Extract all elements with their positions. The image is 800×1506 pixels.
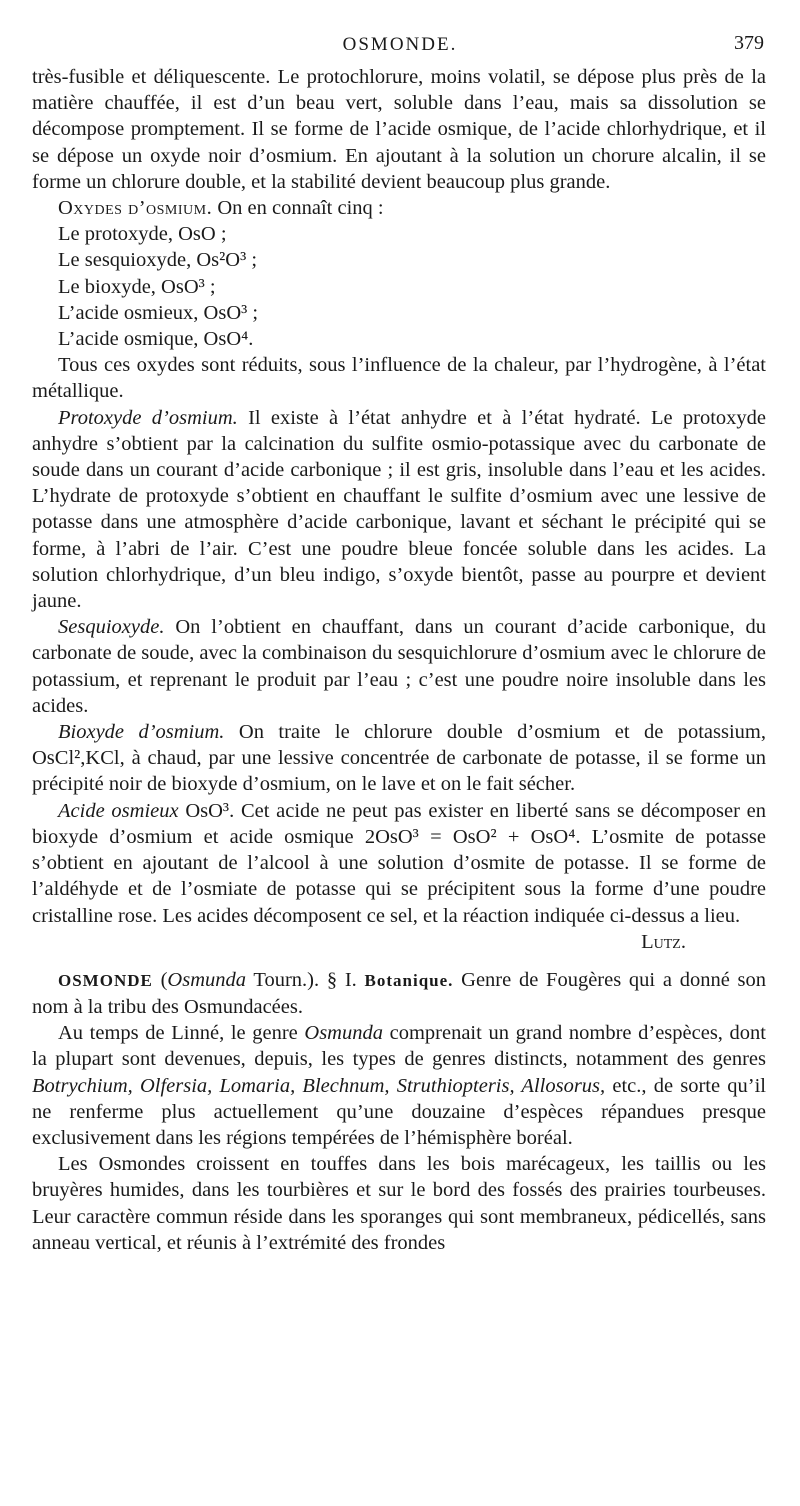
oxydes-heading-line	[32, 195, 766, 221]
paragraph-continuation: très-fusible et déliquescente. Le protochlorure, moins volatil, se dépose plus près de la matière chauffée, il est d’un beau vert, soluble dans l’eau, mais sa dissolution se décompose promptement. Il se forme de l’acide osmique, de l’acide chlorhydrique, et il se dépose un oxyde noir d’osmium. En ajoutant à la solution un chorure alcalin, il se forme un chlorure double, et la stabilité devient beaucoup plus grande.	[32, 66, 766, 193]
linne-text-1: Au temps de Linné, le genre	[58, 1022, 305, 1045]
paragraph-sesquioxyde	[32, 614, 766, 719]
paragraph-acide-osmieux	[32, 798, 766, 953]
oxyde-list-item: Le bioxyde, OsO³ ;	[58, 275, 216, 298]
oxyde-list-item: Le sesquioxyde, Os²O³ ;	[58, 249, 258, 272]
paragraph-bioxyde	[32, 719, 766, 798]
linne-text-2: comprenait un grand nombre d’espèces, dont la plupart sont devenues, depuis, les types de genres distincts, notamment des genres	[32, 1022, 766, 1071]
acide-osmieux-text: OsO³. Cet acide ne peut pas exister en liberté sans se décomposer en bioxyde d’osmium et acide osmique 2OsO³ = OsO² + OsO⁴. L’osmite de potasse s’obtient en ajoutant de l’alcool à une solution d’osmite de potasse. Il se forme de l’aldéhyde et de l’osmiate de potasse qui se précipitent sous la forme d’une poudre cristalline rose. Les acides décomposent ce sel, et la réaction indiquée ci-dessus a lieu.	[32, 799, 766, 927]
entry-paren: (	[152, 968, 168, 991]
entry-author: Tourn.).	[246, 968, 320, 991]
entry-osmonde	[32, 967, 766, 1020]
article-body	[32, 64, 766, 1256]
entry-genus: Osmunda	[167, 968, 246, 991]
acide-osmieux-heading: Acide osmieux	[58, 799, 179, 822]
running-header	[32, 30, 768, 62]
running-title: OSMONDE.	[342, 34, 458, 55]
paragraph-osmondes-habitat: Les Osmondes croissent en touffes dans les bois marécageux, les taillis ou les bruyères humides, dans les tourbières et sur le bord des fossés des prairies tourbeuses. Leur caractère commun réside dans les sporanges qui sont membraneux, pédicellés, sans anneau vertical, et réunis à l’extrémité des frondes	[32, 1153, 766, 1254]
paragraph-linne	[32, 1020, 766, 1151]
entry-headword: OSMONDE	[58, 970, 153, 990]
page-number: 379	[734, 32, 764, 54]
paragraph-reduction: Tous ces oxydes sont réduits, sous l’influence de la chaleur, par l’hydrogène, à l’état métallique.	[32, 354, 766, 403]
author-signature: Lutz.	[641, 930, 686, 953]
entry-section-title: Botanique.	[364, 970, 454, 990]
entry-text: Genre de Fougères qui a donné son nom à la tribu des Osmundacées.	[32, 968, 766, 1018]
sesquioxyde-text: On l’obtient en chauffant, dans un courant d’acide carbonique, du carbonate de soude, avec la combinaison du sesquichlorure d’osmium avec le chlorure de potassium, et reprenant le produit par l’eau ; c’est une poudre noire insoluble dans les acides.	[32, 616, 767, 717]
oxydes-heading: Oxydes d’osmium.	[58, 197, 213, 220]
oxyde-list-item: L’acide osmique, OsO⁴.	[58, 328, 254, 351]
oxyde-list-item: L’acide osmieux, OsO³ ;	[58, 301, 259, 324]
protoxyde-heading: Protoxyde d’osmium.	[58, 406, 238, 429]
sesquioxyde-heading: Sesquioxyde.	[58, 616, 165, 639]
oxyde-list-item: Le protoxyde, OsO ;	[58, 223, 227, 246]
bioxyde-heading: Bioxyde d’osmium.	[58, 721, 225, 744]
protoxyde-text: Il existe à l’état anhydre et à l’état hydraté. Le protoxyde anhydre s’obtient par la calcination du sulfite osmio-potassique avec du carbonate de soude dans un courant d’acide carbonique ; il est gris, insoluble dans l’eau et les acides. L’hydrate de protoxyde s’obtient en chauffant le sulfite d’osmium avec une lessive de potasse dans une atmosphère d’acide carbonique, lavant et séchant le précipité qui se forme, à l’abri de l’air. C’est une poudre bleue foncée soluble dans les acides. La solution chlorhydrique, d’un bleu indigo, s’oxyde bientôt, passe au pourpre et devient jaune.	[32, 406, 767, 613]
bioxyde-text: On traite le chlorure double d’osmium et de potassium, OsCl²,KCl, à chaud, par une lessive concentrée de carbonate de potasse, il se forme un précipité noir de bioxyde d’osmium, on le lave et on le fait sécher.	[32, 721, 767, 796]
linne-genus: Osmunda	[304, 1022, 383, 1045]
oxydes-intro: On en connaît cinq :	[217, 197, 384, 220]
linne-genera: Botrychium, Olfersia, Lomaria, Blechnum, Struthiopteris, Allosorus,	[32, 1074, 606, 1097]
entry-section-mark: § I.	[319, 968, 365, 991]
paragraph-protoxyde	[32, 405, 766, 615]
linne-text-3: etc., de sorte qu’il ne renferme plus actuellement qu’une douzaine d’espèces répandues presque exclusivement dans les régions tempérées de l’hémisphère boréal.	[32, 1074, 766, 1149]
